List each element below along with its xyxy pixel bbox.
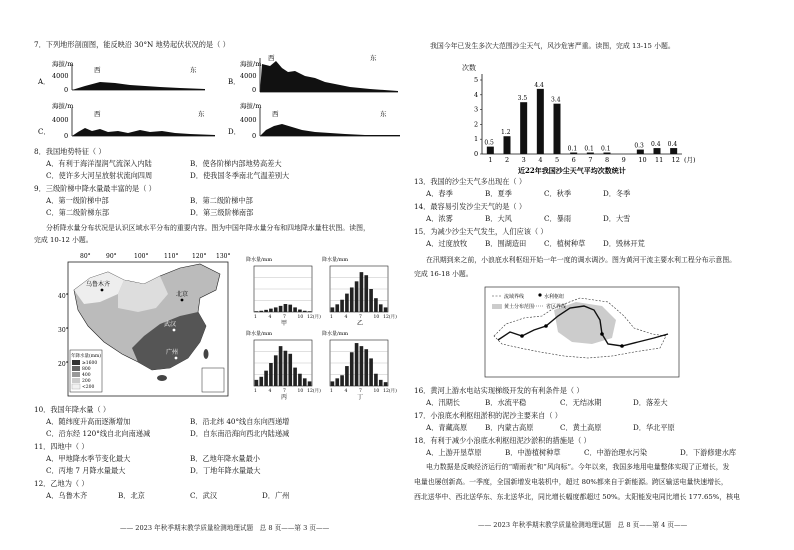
- q14-option-c[interactable]: C．暴雨: [544, 214, 572, 223]
- city-wuhan-dot: [173, 329, 176, 332]
- q11-option-d[interactable]: D．丁地年降水量最大: [190, 466, 261, 475]
- bar-month-3: [520, 102, 527, 154]
- q9-option-d[interactable]: D．第三级阶梯南部: [190, 208, 254, 217]
- city-wuhan: 武汉: [164, 321, 177, 328]
- q12-stem: 12．乙地为（ ）: [34, 479, 89, 488]
- profile-a-zero: 0: [64, 86, 69, 94]
- south-china-sea-inset: [202, 368, 224, 392]
- q11-option-a[interactable]: A．甲地降水季节变化最大: [46, 454, 131, 463]
- q10-option-a[interactable]: A．随纬度升高而逐渐增加: [46, 417, 131, 426]
- bar-value-label: 3.4: [551, 96, 561, 104]
- q13-option-a[interactable]: A．春季: [426, 189, 453, 198]
- precip-bar: [293, 368, 297, 386]
- precip-x-tick: 7: [359, 389, 362, 394]
- bar-month-4: [537, 89, 544, 154]
- precip-bar-charts: [242, 254, 397, 402]
- precip-chart-unit: 降水量/mm: [322, 331, 349, 337]
- legend-title: 年降水量(mm): [71, 354, 102, 359]
- precip-bar: [274, 355, 278, 386]
- q17-option-a[interactable]: A．青藏高原: [426, 423, 468, 432]
- svg-text:200: 200: [82, 379, 91, 384]
- q17-option-b[interactable]: B．内蒙古高原: [485, 423, 534, 432]
- q11-option-c[interactable]: C．丙地 7 月降水量最大: [46, 466, 126, 475]
- q16-option-c[interactable]: C．无结冰期: [560, 398, 602, 407]
- precip-bar: [350, 287, 354, 312]
- dam-2: [544, 324, 548, 328]
- lon-130: 130°: [216, 253, 231, 260]
- precip-chart-label: 丁: [357, 394, 364, 401]
- q10-stem: 10．我国年降水量（ ）: [34, 405, 111, 414]
- precip-bar: [350, 352, 354, 386]
- q12-option-b[interactable]: B．北京: [118, 491, 145, 500]
- profile-d-tick: 4000: [240, 116, 257, 124]
- q10-option-b[interactable]: B．沿北纬 40°线自东向西递增: [190, 417, 290, 426]
- precip-chart-label: 丙: [281, 394, 288, 401]
- y-tick-label: 2: [474, 120, 479, 129]
- q17-option-c[interactable]: C．黄土高原: [560, 423, 602, 432]
- terrain-profiles: [30, 52, 400, 144]
- q9-option-a[interactable]: A．第一级阶梯中部: [46, 196, 109, 205]
- svg-text:<200: <200: [82, 385, 95, 390]
- precip-x-tick: 12(月): [307, 389, 321, 394]
- profile-d-unit: 海拔/m: [240, 102, 262, 110]
- precip-bar: [374, 298, 378, 312]
- profile-d-shape: [260, 124, 400, 136]
- profile-c-shape: [72, 128, 215, 136]
- q9-option-b[interactable]: B．第二级阶梯中部: [190, 196, 253, 205]
- precip-bar: [379, 380, 383, 386]
- lat-40: 40°: [58, 293, 69, 300]
- precip-x-tick: 10: [373, 315, 380, 320]
- lat-30: 30°: [58, 327, 69, 334]
- precip-bar: [259, 377, 263, 386]
- q13-option-c[interactable]: C．秋季: [544, 189, 572, 198]
- profile-d-zero: 0: [252, 132, 257, 140]
- q15-option-b[interactable]: B．围湖造田: [485, 239, 527, 248]
- precip-bar: [279, 306, 283, 312]
- city-guangzhou-dot: [175, 357, 178, 360]
- map2-legend-province: 省区界线: [546, 304, 567, 310]
- precip-bar: [360, 272, 364, 312]
- q18-option-c[interactable]: C．中游治理水污染: [584, 448, 648, 457]
- x-tick-label: 4: [538, 156, 543, 164]
- x-tick-label: 5: [555, 156, 560, 164]
- profile-b-letter: B．: [228, 78, 241, 86]
- intro-16-18-cont: 完成 16-18 小题。: [414, 270, 473, 278]
- q13-option-b[interactable]: B．夏季: [485, 189, 512, 198]
- dam-4: [620, 344, 624, 348]
- q7-stem: 7．下列地形剖面图，能反映沿 30°N 地势起伏状况的是（ ）: [34, 40, 230, 49]
- bar-value-label: 0.4: [651, 141, 661, 149]
- lat-20: 20°: [58, 361, 69, 368]
- city-guangzhou: 广州: [166, 349, 179, 356]
- profile-c-unit: 海拔/m: [52, 102, 74, 110]
- yellow-river-map: [484, 286, 680, 378]
- dust-storm-bar-chart: [452, 62, 702, 174]
- precip-bar: [269, 309, 273, 312]
- precip-chart-label: 乙: [357, 320, 364, 327]
- right-footer: —— 2023 年秋季期末教学质量检测地理试题 总 8 页——第 4 页——: [478, 521, 688, 529]
- profile-a-letter: A．: [38, 78, 51, 86]
- q16-option-b[interactable]: B．水流平稳: [485, 398, 527, 407]
- q8-option-a[interactable]: A．有利于海洋湿润气流深入内陆: [46, 159, 152, 168]
- x-axis-unit: (月): [684, 156, 696, 164]
- precip-bar: [340, 300, 344, 312]
- precip-x-tick: 7: [283, 315, 286, 320]
- q8-stem: 8．我国地势特征（ ）: [34, 147, 106, 156]
- precip-bar: [364, 275, 368, 312]
- precip-bar: [379, 304, 383, 312]
- map2-legend-basin: 流域界线: [504, 294, 525, 300]
- x-tick-label: 8: [605, 156, 610, 164]
- dam-3: [600, 332, 604, 336]
- profile-c-zero: 0: [64, 132, 69, 140]
- precip-x-tick: 12(月): [383, 315, 397, 320]
- svg-text:800: 800: [82, 367, 91, 372]
- intro-13-15: 我国今年已发生多次大范围沙尘天气，风沙危害严重。读图，完成 13-15 小题。: [430, 42, 675, 50]
- profile-a-shape: [72, 82, 205, 90]
- city-beijing-dot: [181, 299, 184, 302]
- precip-chart-unit: 降水量/mm: [322, 257, 349, 263]
- precip-x-tick: 10: [297, 315, 304, 320]
- profile-a-east: 东: [190, 66, 197, 74]
- precip-bar: [335, 304, 339, 312]
- precip-bar: [293, 307, 297, 312]
- profile-c-letter: C．: [38, 128, 51, 136]
- profile-d-letter: D．: [228, 128, 241, 136]
- q15-option-a[interactable]: A．过度放牧: [426, 239, 468, 248]
- precip-x-tick: 1: [330, 315, 333, 320]
- precip-bar: [288, 354, 292, 386]
- q8-option-d[interactable]: D．使我国冬季南北气温差别大: [190, 171, 290, 180]
- q14-option-d[interactable]: D．大雪: [603, 214, 631, 223]
- q18-option-a[interactable]: A．上游开垦草原: [426, 448, 482, 457]
- bar-month-5: [554, 104, 561, 154]
- q16-option-a[interactable]: A．汛期长: [426, 398, 460, 407]
- q13-stem: 13．我国的沙尘天气多出现在（ ）: [414, 177, 527, 186]
- precip-bar: [288, 305, 292, 312]
- city-beijing: 北京: [176, 291, 189, 298]
- precip-bar: [369, 358, 373, 386]
- x-tick-label: 6: [571, 156, 576, 164]
- precip-x-tick: 4: [268, 389, 272, 394]
- precip-bar: [284, 351, 288, 386]
- precip-x-tick: 4: [344, 389, 348, 394]
- china-precip-map: [60, 250, 236, 400]
- bar-month-6: [570, 153, 577, 154]
- precip-bar: [364, 349, 368, 386]
- profile-b-west: 西: [268, 54, 275, 62]
- precip-bar: [384, 382, 388, 386]
- q17-option-d[interactable]: D．华北平原: [633, 423, 675, 432]
- profile-b-shape: [260, 61, 398, 92]
- q17-stem: 17．小浪底水利枢纽淤积的泥沙主要来自（ ）: [414, 411, 562, 420]
- bar-value-label: 0.1: [567, 145, 578, 153]
- bar-month-10: [637, 150, 644, 154]
- precip-bar: [355, 281, 359, 312]
- chart-caption: 近22年我国沙尘天气平均次数统计: [518, 166, 626, 175]
- para-electricity-3: 西北送华中、西北送华东、东北送华北，同比增长幅度都超过 50%。太阳能发电同比增长 177.65%，核电: [414, 493, 740, 501]
- svg-text:≥1600: ≥1600: [82, 361, 98, 366]
- x-tick-label: 3: [521, 156, 526, 164]
- profile-d-west: 西: [272, 110, 279, 118]
- intro-16-18: 在汛期到来之前，小浪底水利枢纽开始一年一度的调水调沙。图为黄河干流主要水利工程分布示意图。: [426, 256, 737, 264]
- profile-a-tick: 4000: [52, 72, 69, 80]
- precip-bar: [331, 381, 335, 386]
- q9-option-c[interactable]: C．第二级阶梯东部: [46, 208, 110, 217]
- y-tick-label: 1: [474, 135, 479, 144]
- q15-option-c[interactable]: C．植树种草: [544, 239, 586, 248]
- precip-bar: [264, 310, 268, 312]
- dam-1: [520, 334, 524, 338]
- para-electricity-2: 电量也屡创新高。一季度，全国新增发电装机中，超过 80%都来自于新能源。跨区输送电量快速增长，: [414, 478, 728, 486]
- lon-120: 120°: [192, 253, 207, 260]
- q14-option-a[interactable]: A．浓雾: [426, 214, 453, 223]
- y-tick-label: 3: [474, 105, 479, 114]
- profile-a-unit: 海拔/m: [52, 60, 74, 68]
- y-axis-label: 次数: [462, 64, 476, 72]
- city-urumqi-dot: [101, 289, 104, 292]
- y-tick-label: 5: [474, 76, 479, 84]
- y-tick-label: 0: [474, 150, 479, 158]
- bar-month-8: [604, 153, 611, 154]
- precip-x-tick: 4: [344, 315, 348, 320]
- q12-option-d[interactable]: D．广州: [262, 491, 290, 500]
- bar-value-label: 3.5: [517, 95, 528, 103]
- q9-stem: 9．三级阶梯中降水量最丰富的是（ ）: [34, 184, 156, 193]
- x-tick-label: 12: [671, 156, 680, 164]
- q16-option-d[interactable]: D．落差大: [633, 398, 668, 407]
- profile-b-east: 东: [370, 54, 377, 62]
- x-tick-label: 1: [488, 156, 493, 164]
- q14-option-b[interactable]: B．大风: [485, 214, 512, 223]
- lon-100: 100°: [134, 253, 149, 260]
- intro-10-12-cont: 完成 10-12 小题。: [34, 236, 93, 244]
- lon-110: 110°: [164, 253, 179, 260]
- q8-option-c[interactable]: C．使许多大河呈放射状流向四周: [46, 171, 153, 180]
- precip-bar: [345, 366, 349, 386]
- profile-d-east: 东: [380, 110, 387, 118]
- precip-bar: [255, 380, 259, 386]
- precip-bar: [374, 374, 378, 386]
- q11-stem: 11．四地中（ ）: [34, 442, 89, 451]
- city-urumqi: 乌鲁木齐: [86, 281, 111, 288]
- x-tick-label: 9: [621, 156, 626, 164]
- profile-c-tick: 4000: [52, 116, 69, 124]
- precip-x-tick: 10: [373, 389, 380, 394]
- precip-x-tick: 1: [330, 389, 333, 394]
- precip-x-tick: 1: [254, 389, 257, 394]
- profile-b-zero: 0: [252, 86, 257, 94]
- profile-a-west: 西: [94, 66, 101, 74]
- bar-value-label: 1.2: [501, 129, 511, 137]
- precip-bar: [384, 307, 388, 312]
- profile-b-unit: 海拔/m: [240, 60, 262, 68]
- q16-stem: 16．黄河上游水电站实现梯级开发的有利条件是（ ）: [414, 386, 584, 395]
- precip-bar: [264, 371, 268, 386]
- precip-bar: [269, 363, 273, 386]
- y-tick-label: 4: [474, 90, 479, 99]
- precip-bar: [308, 311, 312, 312]
- bar-month-11: [654, 148, 661, 154]
- precip-x-tick: 1: [254, 315, 257, 320]
- para-electricity-1: 电力数据是反映经济运行的“晴雨表”和“风向标”。今年以来，我国多地用电量整体实现了正增长，发: [426, 463, 730, 471]
- q15-option-d[interactable]: D．毁林开荒: [603, 239, 645, 248]
- q18-option-b[interactable]: B．中游植树种草: [505, 448, 561, 457]
- left-footer: —— 2023 年秋季期末教学质量检测地理试题 总 8 页——第 3 页——: [120, 524, 330, 532]
- q10-option-d[interactable]: D．自东南沿海向西北内陆递减: [190, 429, 290, 438]
- precip-bar: [279, 346, 283, 386]
- precip-x-tick: 7: [283, 389, 286, 394]
- profile-b-tick: 4000: [240, 72, 257, 80]
- precip-bar: [255, 311, 259, 312]
- bar-value-label: 4.4: [534, 81, 544, 89]
- q18-stem: 18．有利于减少小浪底水利枢纽泥沙淤积的措施是（ ）: [414, 436, 591, 445]
- q14-stem: 14．最容易引发沙尘天气的是（ ）: [414, 202, 527, 211]
- precip-bar: [284, 304, 288, 312]
- precip-bar: [308, 381, 312, 386]
- precip-x-tick: 12(月): [307, 315, 321, 320]
- x-tick-label: 10: [638, 156, 647, 164]
- bar-value-label: 0.5: [484, 139, 494, 147]
- bar-value-label: 0.3: [634, 142, 644, 150]
- intro-10-12: 分析降水量分布状况是认识区域水平分布的重要内容。图为中国年降水量分布和四地降水量柱状图。读图，: [46, 224, 370, 232]
- precip-x-tick: 12(月): [383, 389, 397, 394]
- q12-option-a[interactable]: A．乌鲁木齐: [46, 491, 88, 500]
- precip-bar: [340, 375, 344, 386]
- map2-legend-dam: 水利枢纽: [544, 294, 565, 300]
- x-tick-label: 11: [655, 156, 664, 164]
- q18-option-d[interactable]: D．下游修建水库: [680, 448, 737, 457]
- precip-chart-unit: 降水量/mm: [246, 331, 273, 337]
- precip-chart-label: 甲: [281, 320, 288, 327]
- x-tick-label: 2: [505, 156, 510, 164]
- precip-x-tick: 10: [297, 389, 304, 394]
- q11-option-b[interactable]: B．乙地年降水量最小: [190, 454, 260, 463]
- taiwan: [204, 349, 209, 359]
- svg-text:400: 400: [82, 373, 91, 378]
- lon-90: 90°: [106, 253, 117, 260]
- map2-legend-loess: 黄土分布范围: [504, 304, 535, 310]
- q8-option-b[interactable]: B．使各阶梯内部地势高差大: [190, 159, 282, 168]
- precip-bar: [259, 311, 263, 312]
- q15-stem: 15．为减少沙尘天气发生，人们应该（ ）: [414, 227, 548, 236]
- precip-chart-unit: 降水量/mm: [246, 257, 273, 263]
- profile-c-west: 西: [94, 110, 101, 118]
- precip-x-tick: 7: [359, 315, 362, 320]
- precip-bar: [303, 378, 307, 386]
- bar-month-7: [587, 153, 594, 154]
- bar-value-label: 0.1: [601, 145, 611, 153]
- precip-bar: [345, 294, 349, 312]
- precip-bar: [369, 289, 373, 312]
- bar-month-1: [487, 147, 494, 154]
- precip-bar: [331, 307, 335, 312]
- precip-bar: [274, 307, 278, 312]
- profile-c-east: 东: [198, 110, 205, 118]
- q13-option-d[interactable]: D．冬季: [603, 189, 631, 198]
- precip-bar: [298, 310, 302, 312]
- bar-value-label: 0.1: [584, 145, 594, 153]
- precip-bar: [298, 374, 302, 386]
- lon-80: 80°: [80, 253, 91, 260]
- hainan: [157, 375, 167, 381]
- precip-bar: [360, 346, 364, 386]
- q12-option-c[interactable]: C．武汉: [190, 491, 218, 500]
- precip-bar: [303, 311, 307, 312]
- x-tick-label: 7: [588, 156, 593, 164]
- bar-value-label: 0.4: [667, 141, 678, 149]
- bar-month-12: [670, 148, 677, 154]
- precip-bar: [335, 378, 339, 386]
- q10-option-c[interactable]: C．沿东经 120°线自北向南递减: [46, 429, 151, 438]
- precip-bar: [355, 343, 359, 386]
- precip-x-tick: 4: [268, 315, 272, 320]
- bar-month-2: [504, 136, 511, 154]
